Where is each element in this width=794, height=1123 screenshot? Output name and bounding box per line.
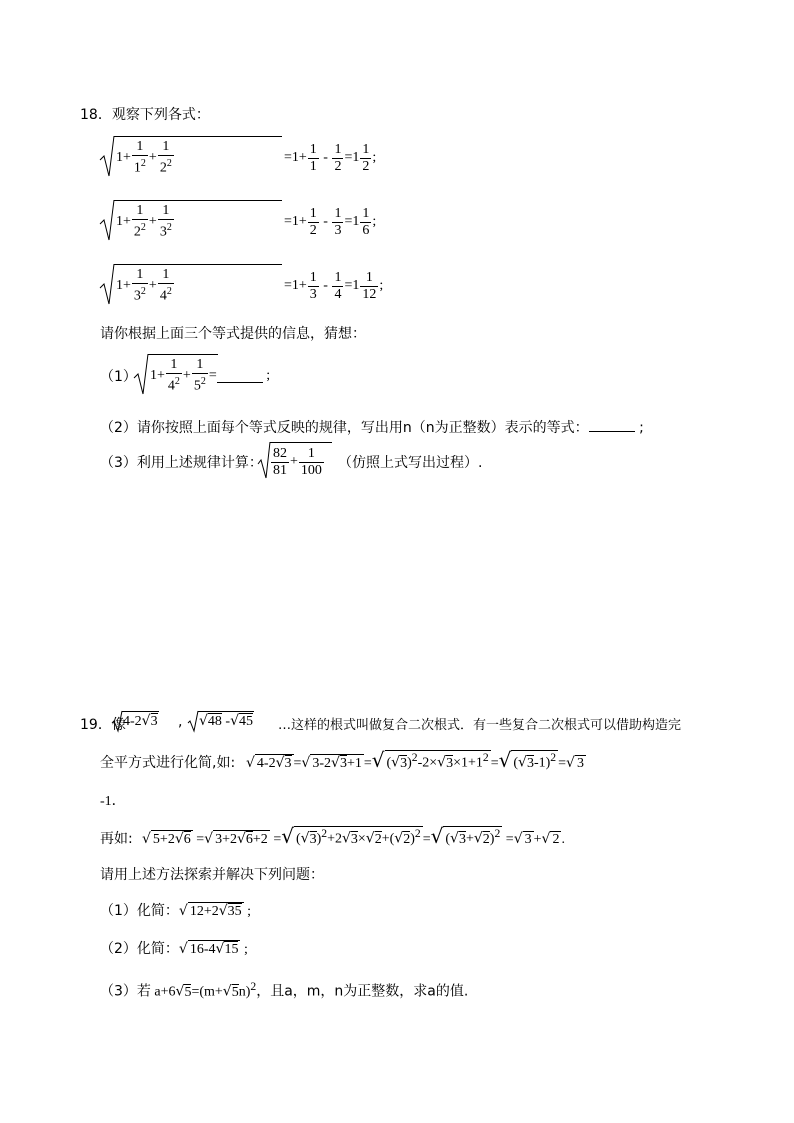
fraction-denominator: 1 xyxy=(133,160,141,176)
q18-part-2: （2）请你按照上面每个等式反映的规律，写出用n（n为正整数）表示的等式： ; xyxy=(100,420,644,436)
radical-sign-icon xyxy=(100,198,114,242)
fraction-numerator: 1 xyxy=(158,139,174,156)
q19-example-2: 再如: √ 5+2√6 =√ 3+2√6+2 =√ $(√3)^2+2√3\times√2+(√2)^2$ =√ $(√3+√2)^2$ =√ 3 +√ 2 . xyxy=(100,824,565,848)
radical-sign-icon xyxy=(134,352,148,396)
fraction-numerator: 1 xyxy=(334,205,342,221)
radical-sign-icon xyxy=(112,710,122,732)
radical-sign-icon xyxy=(188,710,198,732)
fraction-numerator: 1 xyxy=(309,141,317,157)
fraction-denominator: 3 xyxy=(133,288,141,304)
fraction-denominator: 2 xyxy=(133,224,141,240)
q18-title: 18．观察下列各式： xyxy=(80,107,210,123)
fraction-denominator: 4 xyxy=(159,288,167,304)
mixed-number-integer: 1 xyxy=(352,150,360,165)
fraction-numerator: 1 xyxy=(360,270,378,287)
fraction-denominator: 2 xyxy=(159,160,167,176)
fraction-denominator: 6 xyxy=(362,222,370,238)
fraction-numerator: 1 xyxy=(334,269,342,285)
q19-part-1: （1）化简：√ 12+2√35 ; xyxy=(100,903,252,919)
q18-instruction: 请你根据上面三个等式提供的信息，猜想： xyxy=(100,326,366,342)
answer-blank[interactable] xyxy=(217,370,263,383)
fraction-numerator: 1 xyxy=(309,269,317,285)
fraction-denominator: 2 xyxy=(362,158,370,174)
radical-sign-icon xyxy=(100,134,114,178)
fraction-numerator: 1 xyxy=(362,205,370,221)
q19-part-2: （2）化简：√ 16-4√15 ; xyxy=(100,941,248,957)
fraction-denominator: 2 xyxy=(309,222,317,238)
fraction-numerator: 1 xyxy=(132,267,148,284)
fraction-denominator: 4 xyxy=(334,286,342,302)
fraction-numerator: 1 xyxy=(158,203,174,220)
fraction-denominator: 5 xyxy=(193,378,201,394)
q19-example-1-end: -1． xyxy=(100,794,126,809)
fraction-numerator: 1 xyxy=(309,205,317,221)
radical-sign-icon xyxy=(100,262,114,306)
fraction-denominator: 3 xyxy=(334,222,342,238)
fraction-denominator: 12 xyxy=(362,286,377,302)
q19-intro: 19．像 4-2√3 , √48 -√45 …这样的根式叫做复合二次根式．有一些复合二次根式可以借助构造完 xyxy=(80,710,720,734)
radical-sign-icon xyxy=(258,440,270,480)
fraction-denominator: 3 xyxy=(159,224,167,240)
fraction-numerator: 1 xyxy=(132,139,148,156)
q19-instruction: 请用上述方法探索并解决下列问题： xyxy=(100,867,324,883)
fraction-denominator: 1 xyxy=(309,158,317,174)
answer-blank[interactable] xyxy=(589,419,635,432)
q19-example-1: 全平方式进行化简,如: √ 4-2√3 =√ 3-2√3+1 =√ $(√3)^2-2\times√3\times 1+1^2$ =√ $(√3-1)^2$ =√ 3 xyxy=(100,748,584,772)
fraction-denominator: 2 xyxy=(334,158,342,174)
fraction-numerator: 1 xyxy=(362,141,370,157)
mixed-number-integer: 1 xyxy=(352,214,360,229)
mixed-number-integer: 1 xyxy=(352,278,360,293)
fraction-numerator: 1 xyxy=(158,267,174,284)
q19-part-3: （3）若 $a+6√5=(m+√5n)^2$，且a，m，n为正整数，求a的值. xyxy=(100,980,469,1000)
fraction-denominator: 3 xyxy=(309,286,317,302)
fraction-denominator: 4 xyxy=(167,378,175,394)
fraction-numerator: 1 xyxy=(132,203,148,220)
fraction-numerator: 1 xyxy=(334,141,342,157)
